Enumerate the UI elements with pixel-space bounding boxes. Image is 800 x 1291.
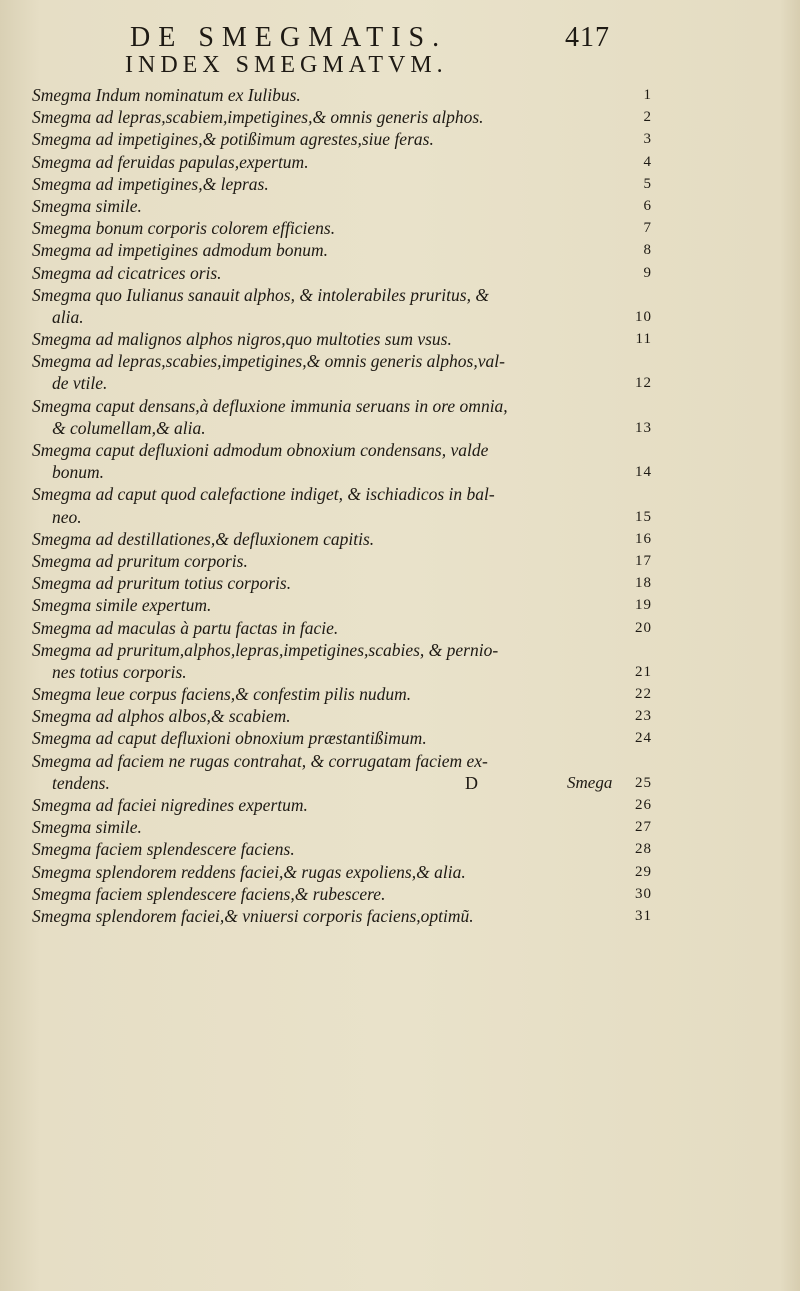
entry-text [32,284,792,306]
entry-text-line: & columellam,& alia. [52,417,206,438]
entry-text-line: Smegma simile expertum. [32,595,212,616]
entry-text [32,395,792,417]
entry-text-line: Smegma simile. [32,195,142,216]
entry-text [32,106,792,128]
entry-text [32,173,792,195]
entry-text-line: Smegma ad alphos albos,& scabiem. [32,706,291,727]
index-entry [32,173,792,195]
entry-text-line: Smegma faciem splendescere faciens,& rubescere. [32,883,386,904]
running-title: DE SMEGMATIS. [130,22,448,53]
index-entry [32,195,792,217]
entry-number: 9 [643,264,652,281]
catchword: Smega [567,773,613,792]
signature-mark: D [465,773,478,793]
entry-number: 29 [635,863,652,880]
entry-text [32,816,792,838]
entry-text [32,461,792,483]
entry-number: 14 [635,464,652,481]
entry-text-line: Smegma ad lepras,scabies,impetigines,& omnis generis alphos,val- [32,351,505,372]
entry-text [32,683,792,705]
entry-text-line: neo. [52,506,82,527]
entry-text-line: Smegma ad malignos alphos nigros,quo multoties sum vsus. [32,329,452,350]
entry-text-line: Smegma ad lepras,scabiem,impetigines,& omnis generis alphos. [32,107,484,128]
entry-text [32,195,792,217]
entry-text-line: Smegma ad maculas à partu factas in facie. [32,617,339,638]
entry-number: 22 [635,686,652,703]
entry-text [32,483,792,505]
entry-text-line: Smegma ad feruidas papulas,expertum. [32,151,309,172]
index-entry [32,639,792,683]
entry-text [32,661,792,683]
entry-text-line: Smegma ad pruritum,alphos,lepras,impetigines,scabies, & pernio- [32,639,499,660]
index-entry [32,905,792,927]
entry-text [32,84,792,106]
entry-text [32,905,792,927]
index-entry [32,528,792,550]
entry-text [32,861,792,883]
entry-text [32,417,792,439]
index-entry [32,84,792,106]
index-entry [32,483,792,527]
entry-number: 11 [635,331,652,348]
index-entry [32,239,792,261]
page-number: 417 [565,22,610,53]
index-entry [32,328,792,350]
entry-text-line: Smegma ad impetigines,& lepras. [32,173,269,194]
entry-number: 10 [635,308,652,325]
entry-number: 30 [635,885,652,902]
entry-text-line: Smegma ad cicatrices oris. [32,262,222,283]
entry-number: 28 [635,841,652,858]
entry-number: 27 [635,819,652,836]
entry-text-line: de vtile. [52,373,108,394]
index-entry [32,838,792,860]
entry-number: 2 [643,109,652,126]
index-entry [32,683,792,705]
entry-text-line: Smegma ad caput quod calefactione indiget, & ischiadicos in bal- [32,484,495,505]
entry-text-line: Smegma leue corpus faciens,& confestim pilis nudum. [32,684,412,705]
entry-number: 18 [635,575,652,592]
index-entry [32,794,792,816]
entry-text-line: Smegma caput defluxioni admodum obnoxium condensans, valde [32,440,489,460]
entry-number: 7 [643,220,652,237]
entry-text [32,705,792,727]
entry-text-line: Smegma ad impetigines,& potißimum agrestes,siue feras. [32,129,434,150]
entry-text [32,306,792,328]
entry-text [32,372,792,394]
entry-text [32,528,792,550]
index-entry [32,550,792,572]
index-entry [32,572,792,594]
entry-number: 8 [643,242,652,259]
entry-text-line: Smegma simile. [32,817,142,838]
entry-text-line: Smegma caput densans,à defluxione immunia seruans in ore omnia, [32,395,508,416]
index-entry [32,816,792,838]
index-entry [32,217,792,239]
entry-text-line: Smegma ad destillationes,& defluxionem capitis. [32,528,375,549]
entry-text [32,262,792,284]
entry-text-line: Smegma ad pruritum totius corporis. [32,573,292,594]
entry-text [32,838,792,860]
index-entry [32,106,792,128]
entry-text-line: Smegma bonum corporis colorem efficiens. [32,218,336,239]
entry-text [32,328,792,350]
entry-text-line: Smegma faciem splendescere faciens. [32,839,295,860]
entry-text [32,239,792,261]
entry-text [32,217,792,239]
index-entry [32,705,792,727]
entry-text-line: tendens. [52,772,110,793]
index-entry [32,395,792,439]
entry-text-line: alia. [52,306,84,327]
entry-text-line: Smegma splendorem reddens faciei,& rugas expoliens,& alia. [32,861,466,882]
entry-number: 23 [635,708,652,725]
index-entry [32,727,792,749]
index-entry [32,151,792,173]
entry-number: 4 [643,153,652,170]
entry-number: 26 [635,797,652,813]
index-title: INDEX SMEGMATVM. [125,52,448,78]
entry-text-line: Smegma ad impetigines admodum bonum. [32,240,329,261]
index-entry [32,439,792,483]
entry-text-line: Smegma splendorem faciei,& vniuersi corporis faciens,optimũ. [32,905,474,926]
entry-number: 20 [635,619,652,636]
entry-text [32,617,792,639]
entry-number: 19 [635,597,652,614]
entry-number: 1 [643,87,652,103]
entry-text-line: bonum. [52,462,105,483]
entry-text-line: Smegma Indum nominatum ex Iulibus. [32,85,301,105]
entry-text-line: nes totius corporis. [52,661,187,682]
entry-text [32,639,792,661]
entry-number: 17 [635,552,652,569]
index-entry [32,883,792,905]
index-entry-list [32,84,792,927]
entry-number: 6 [643,197,652,214]
entry-number: 13 [635,419,652,436]
entry-text [32,750,792,772]
entry-text [32,727,792,749]
page-footer [0,773,800,795]
entry-text [32,151,792,173]
entry-text-line: Smegma ad pruritum corporis. [32,550,248,571]
entry-number: 21 [635,663,652,680]
entry-number: 16 [635,530,652,547]
entry-text [32,594,792,616]
entry-text [32,550,792,572]
index-entry [32,284,792,328]
entry-number: 5 [643,175,652,192]
index-entry [32,594,792,616]
entry-text [32,350,792,372]
index-entry [32,617,792,639]
entry-text-line: Smegma quo Iulianus sanauit alphos, & intolerabiles pruritus, & [32,284,489,305]
entry-number: 3 [643,131,652,148]
entry-text-line: Smegma ad caput defluxioni obnoxium præstantißimum. [32,728,427,749]
entry-text-line: Smegma ad faciei nigredines expertum. [32,795,308,815]
entry-number: 15 [635,508,652,525]
entry-text [32,506,792,528]
index-entry [32,350,792,394]
entry-text-line: Smegma ad faciem ne rugas contrahat, & corrugatam faciem ex- [32,750,488,771]
index-entry [32,861,792,883]
entry-text [32,572,792,594]
index-entry [32,262,792,284]
entry-text [32,883,792,905]
entry-text [32,794,792,816]
entry-number: 31 [635,907,652,924]
entry-text [32,128,792,150]
entry-text [32,439,792,461]
entry-number: 25 [635,774,652,791]
entry-number: 12 [635,375,652,392]
entry-number: 24 [635,730,652,747]
index-entry [32,128,792,150]
